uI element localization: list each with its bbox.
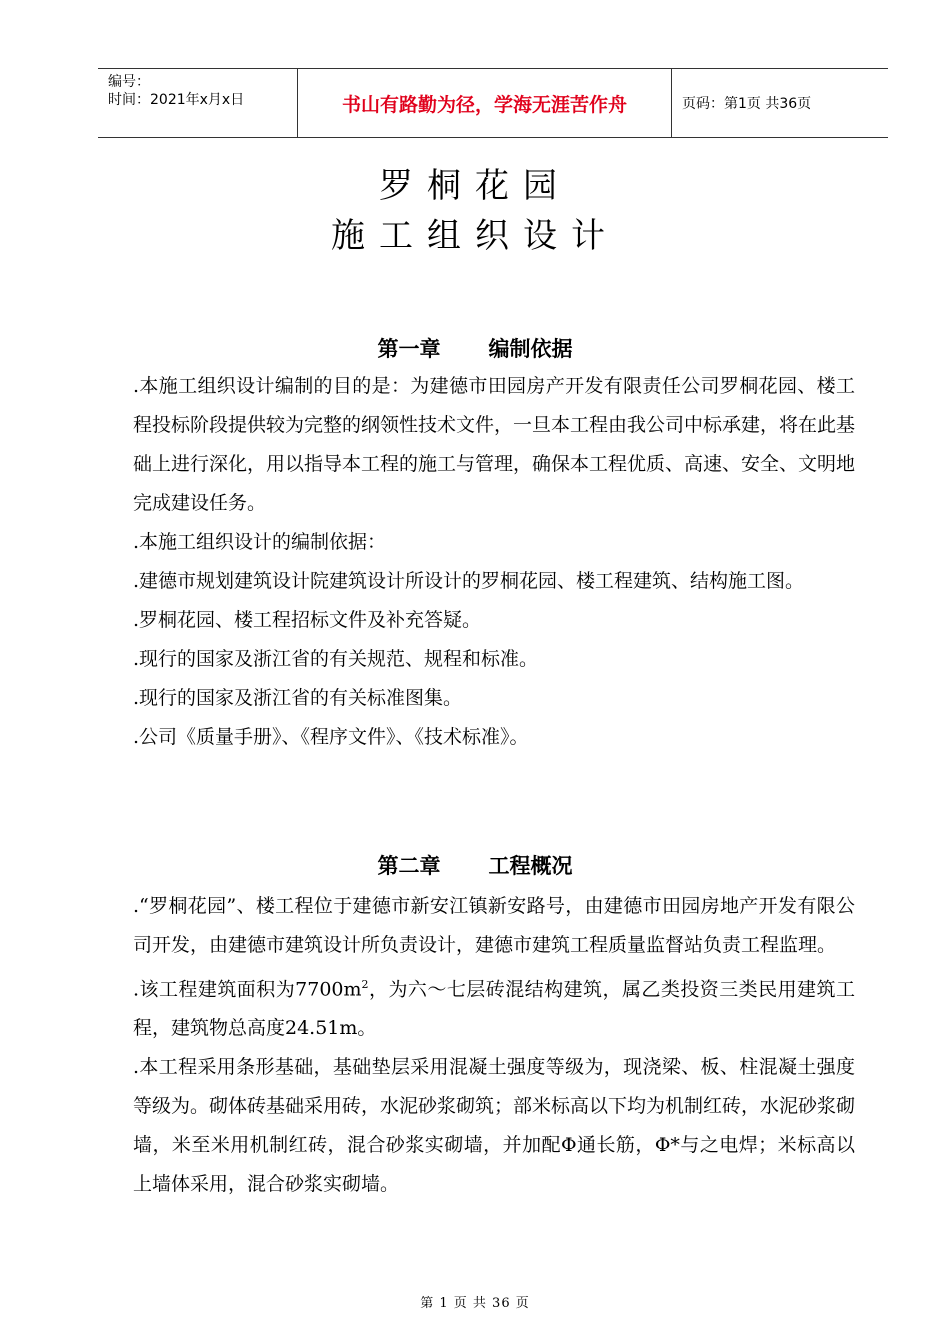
- chapter2-paragraph-area: [133, 965, 855, 1048]
- chapter1-name: 编制依据: [488, 337, 573, 361]
- chapter1-heading: [0, 333, 950, 363]
- chapter1-paragraph: .公司《质量手册》、《程序文件》、《技术标准》。: [133, 726, 529, 748]
- document-time-label: 时间：2021年x月x日: [108, 92, 245, 108]
- page-header: [98, 68, 888, 138]
- chapter1-paragraph: .罗桐花园、楼工程招标文件及补充答疑。: [133, 609, 482, 631]
- chapter1-paragraph: .建德市规划建筑设计院建筑设计所设计的罗桐花园、楼工程建筑、结构施工图。: [133, 570, 805, 592]
- chapter2-number: 第二章: [377, 854, 441, 878]
- chapter2-body: [133, 887, 855, 1204]
- document-title-line1: 罗桐花园: [379, 166, 571, 206]
- chapter1-paragraph: .现行的国家及浙江省的有关标准图集。: [133, 687, 463, 709]
- chapter1-number: 第一章: [377, 337, 441, 361]
- chapter2-name: 工程概况: [488, 854, 573, 878]
- document-number-label: 编号：: [108, 74, 150, 90]
- header-meta: [98, 69, 298, 137]
- area-text: .该工程建筑面积为7700m: [133, 978, 362, 1001]
- area-text-rest: ，为六～七层砖混结构建筑，属乙类投资三类民用建筑工程，建筑物总高度24.51m。: [133, 978, 855, 1040]
- chapter2-paragraph-structure: .本工程采用条形基础，基础垫层采用混凝土强度等级为，现浇梁、板、柱混凝土强度等级为。砌体砖基础采用砖，水泥砂浆砌筑；部米标高以下均为机制红砖，水泥砂浆砌墙，米至米用机制红砖，混合砂浆实砌墙，并加配Φ通长筋，Φ*与之电焊；米标高以上墙体采用，混合砂浆实砌墙。: [133, 1056, 856, 1196]
- document-title-line2: 施工组织设计: [331, 216, 619, 256]
- chapter1-paragraph: .本施工组织设计编制的目的是：为建德市田园房产开发有限责任公司罗桐花园、楼工程投标阶段提供较为完整的纲领性技术文件，一旦本工程由我公司中标承建，将在此基础上进行深化，用以指导本工程的施工与管理，确保本工程优质、高速、安全、文明地完成建设任务。: [133, 375, 856, 514]
- header-motto: 书山有路勤为径，学海无涯苦作舟: [298, 69, 672, 137]
- chapter2-paragraph-location: .“罗桐花园”、楼工程位于建德市新安江镇新安路号，由建德市田园房地产开发有限公司开发，由建德市建筑设计所负责设计，建德市建筑工程质量监督站负责工程监理。: [133, 895, 855, 956]
- chapter1-paragraph: .现行的国家及浙江省的有关规范、规程和标准。: [133, 648, 539, 670]
- page-footer: 第 1 页 共 36 页: [420, 1296, 530, 1311]
- chapter1-paragraph: .本施工组织设计的编制依据：: [133, 531, 387, 553]
- area-unit-superscript: 2: [361, 978, 369, 991]
- header-page-info: 页码：第1页 共36页: [682, 96, 812, 112]
- chapter2-heading: [0, 850, 950, 880]
- chapter1-body: [133, 367, 855, 757]
